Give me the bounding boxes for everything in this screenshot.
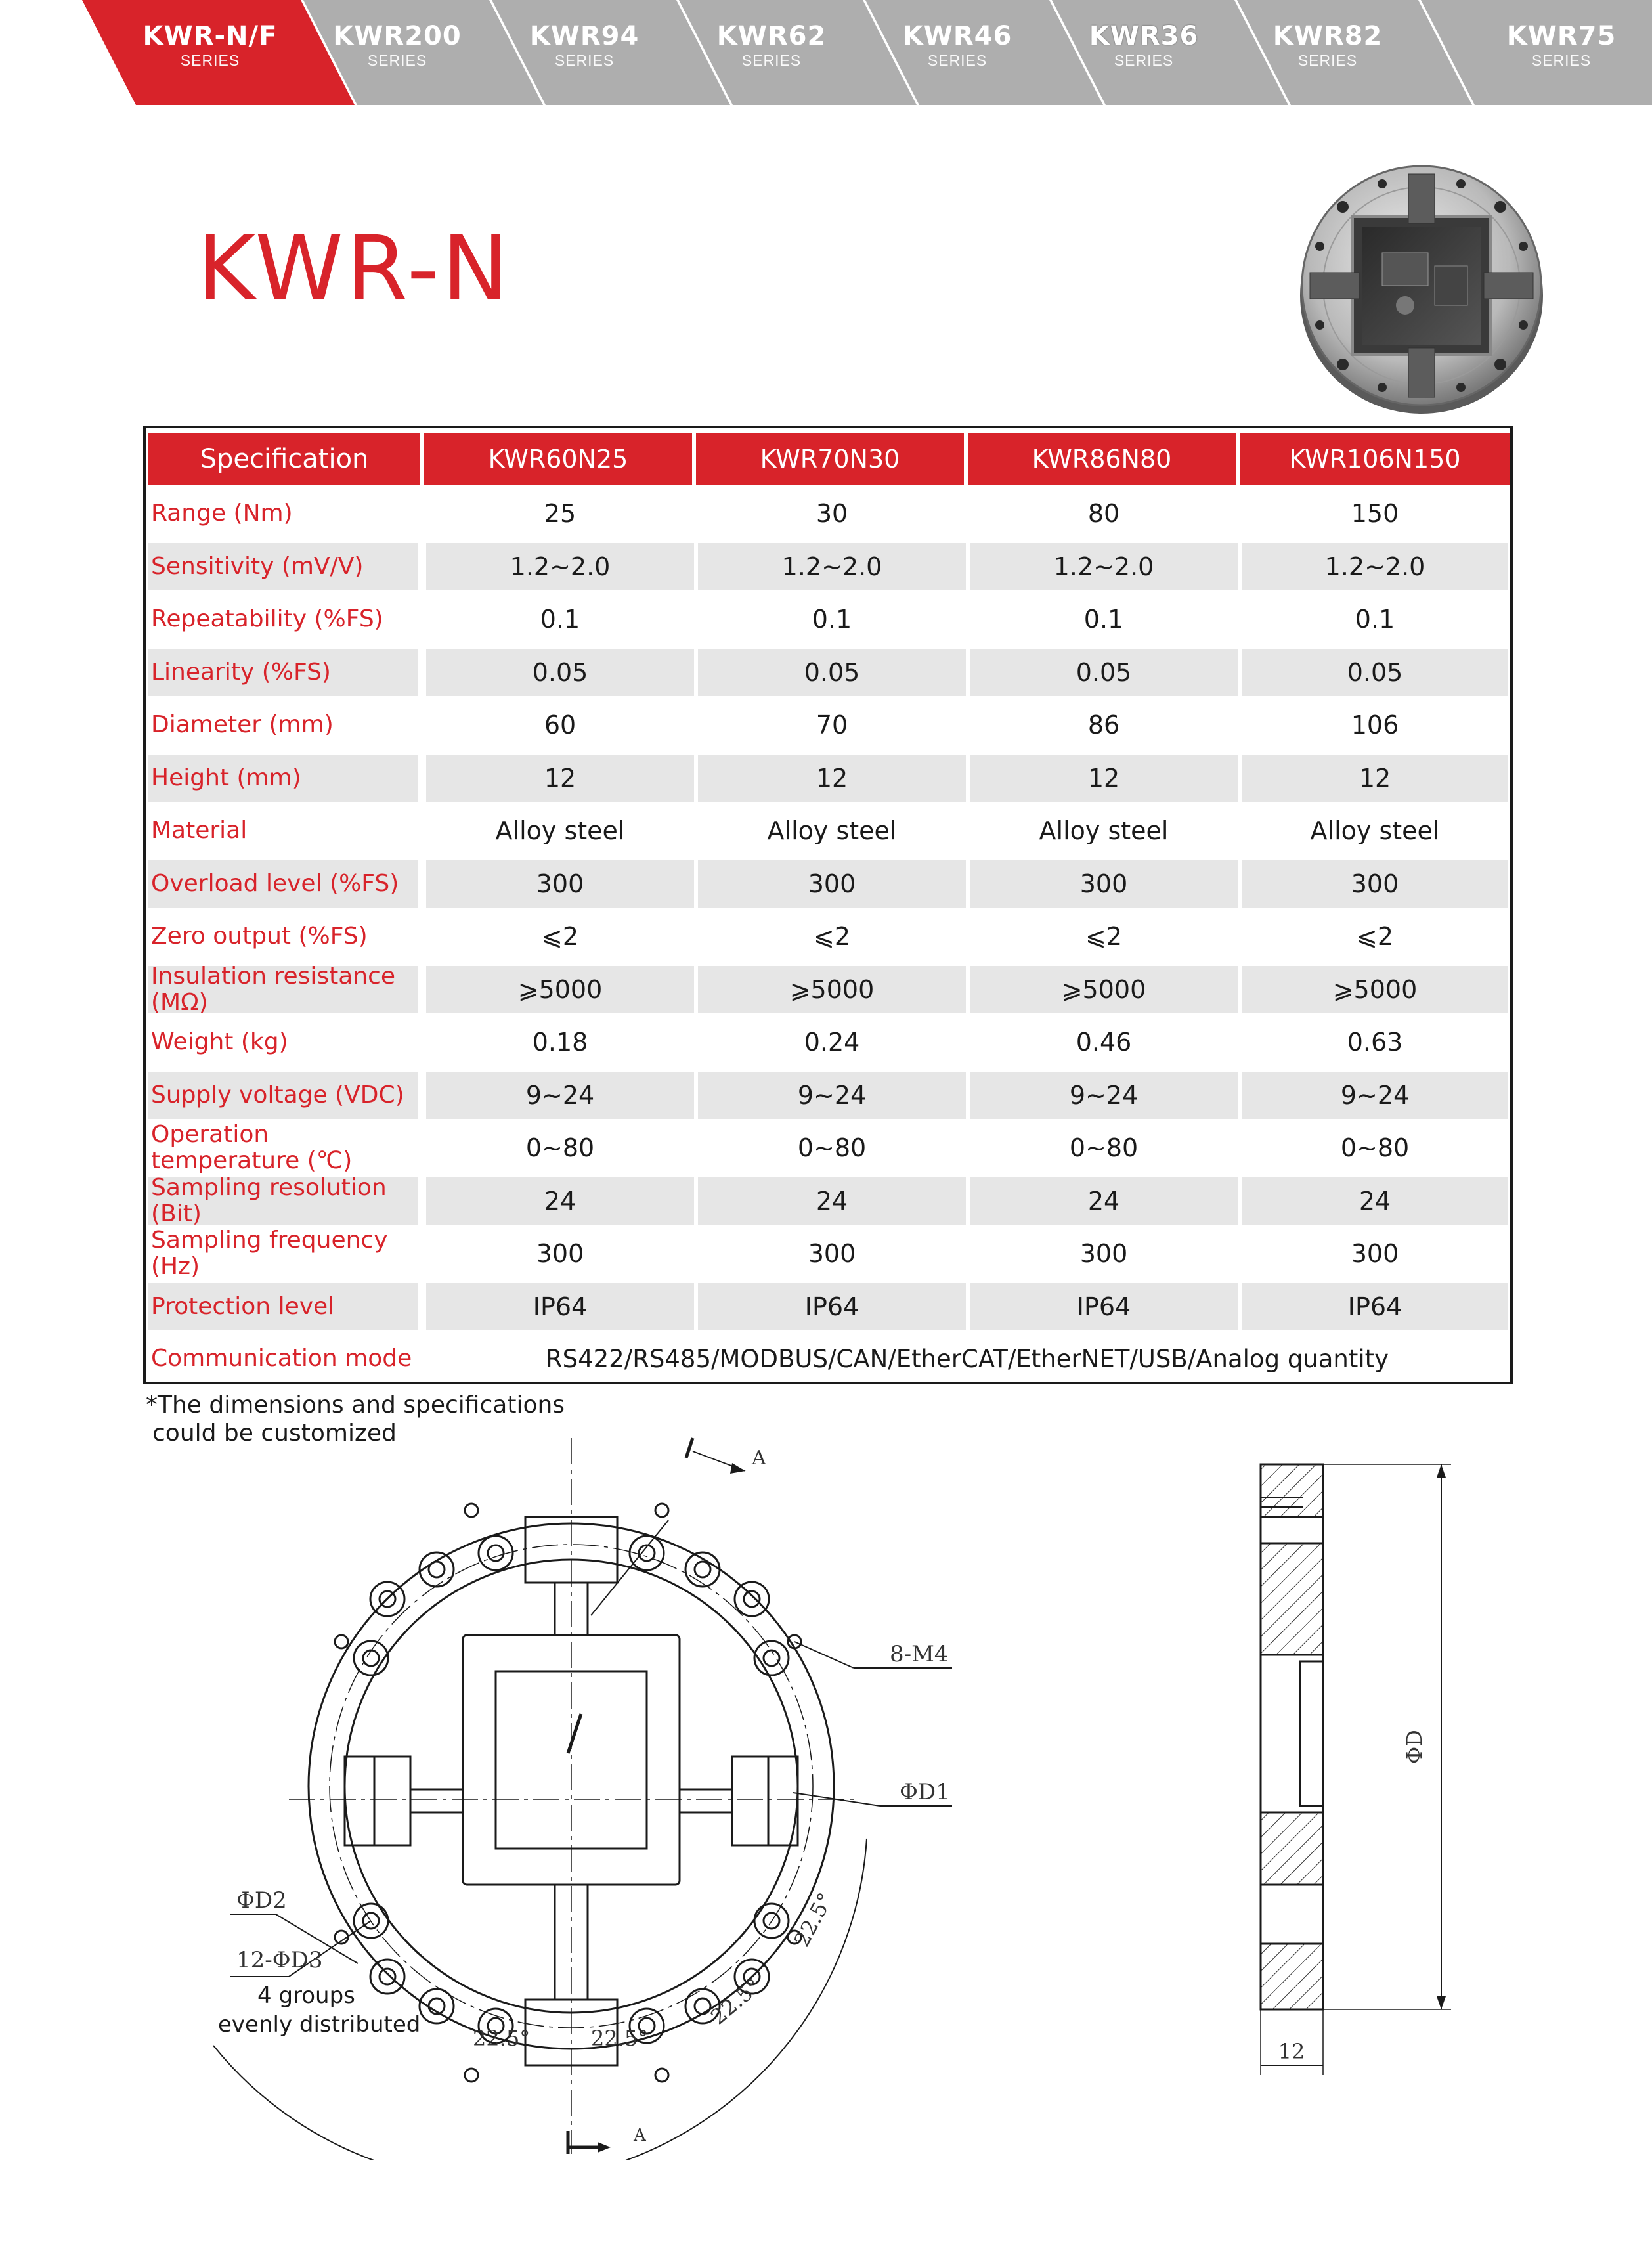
angle-label: 22.5° [789,1888,838,1951]
spec-value: 1.2~2.0 [970,543,1238,591]
spec-label: Overload level (%FS) [148,860,418,908]
spec-value: 12 [970,755,1238,802]
label-8-m4: 8-M4 [890,1641,949,1667]
tab-kwr82[interactable] [1242,21,1413,70]
header-specification: Specification [148,433,424,485]
spec-label: Sampling resolution (Bit) [148,1177,418,1225]
product-photo [1290,154,1553,417]
spec-label: Linearity (%FS) [148,649,418,697]
tab-name: KWR46 [902,21,1012,51]
spec-value: 70 [815,711,848,740]
spec-label: Insulation resistance (MΩ) [148,966,418,1014]
spec-value: 300 [426,860,694,908]
spec-value: 106 [1351,711,1399,740]
table-row [146,963,1510,1017]
table-row [146,752,1510,805]
spec-value: 0.24 [804,1028,860,1057]
spec-value: 0~80 [1340,1133,1410,1163]
table-row [146,646,1510,699]
table-row [146,540,1510,594]
table-row [146,1122,1510,1175]
tab-subtitle: SERIES [1297,52,1358,69]
tab-kwr200[interactable] [312,21,483,70]
spec-value: ⩽2 [541,922,579,952]
table-row [146,858,1510,911]
spec-value: IP64 [1242,1283,1508,1331]
spec-label: Supply voltage (VDC) [148,1072,418,1120]
spec-value: IP64 [426,1283,694,1331]
spec-label: Weight (kg) [151,1028,288,1056]
spec-value: ⩽2 [813,922,851,952]
spec-value: 1.2~2.0 [1242,543,1508,591]
tab-kwr62[interactable] [686,21,857,70]
spec-value: IP64 [698,1283,966,1331]
side-diameter-label: ΦD [1402,1730,1427,1764]
spec-label: Sensitivity (mV/V) [148,543,418,591]
table-row [146,910,1510,963]
tab-subtitle: SERIES [741,52,802,69]
spec-value: 0.18 [532,1028,588,1057]
front-view-drawing [197,1425,985,2160]
table-row [146,593,1510,646]
spec-value: 300 [698,860,966,908]
spec-value: 24 [426,1177,694,1225]
tab-name: KWR62 [716,21,827,51]
spec-value: 24 [970,1177,1238,1225]
spec-value: ⩾5000 [698,966,966,1014]
header-model: KWR106N150 [1240,433,1510,485]
spec-label: Protection level [148,1283,418,1331]
spec-value: IP64 [970,1283,1238,1331]
table-row [146,1069,1510,1122]
spec-value: 0~80 [1069,1133,1139,1163]
spec-value: ⩾5000 [426,966,694,1014]
spec-value: 0.1 [1355,605,1395,634]
side-view-drawing [1202,1445,1477,2101]
spec-value: 9~24 [1242,1072,1508,1120]
spec-value: 0.05 [426,649,694,697]
spec-label: Material [151,817,248,844]
spec-value: 9~24 [970,1072,1238,1120]
label-4-groups: 4 groups [257,1983,355,2009]
spec-value: 0.05 [698,649,966,697]
spec-value: 300 [808,1239,856,1269]
spec-value: 9~24 [426,1072,694,1120]
tab-name: KWR-N/F [142,21,278,51]
spec-value: 60 [544,711,576,740]
tab-name: KWR36 [1089,21,1199,51]
header-model: KWR70N30 [696,433,968,485]
spec-value: 150 [1351,499,1399,529]
spec-value: 0~80 [797,1133,867,1163]
spec-value: 86 [1087,711,1120,740]
spec-value: 0.1 [540,605,580,634]
spec-value: 300 [1351,1239,1399,1269]
spec-value: 25 [544,499,576,529]
tab-subtitle: SERIES [927,52,988,69]
tab-subtitle: SERIES [1114,52,1174,69]
table-header-row [146,433,1510,485]
spec-label: Diameter (mm) [151,711,334,739]
tab-name: KWR75 [1506,21,1617,51]
spec-label: Height (mm) [148,755,418,802]
angle-label: 22.5° [473,2026,531,2051]
spec-label: Operation temperature (℃) [151,1121,353,1175]
spec-value: ⩾5000 [1242,966,1508,1014]
tab-kwr46[interactable] [872,21,1043,70]
table-row [146,1016,1510,1069]
spec-value: 300 [970,860,1238,908]
spoke-right [732,1757,798,1845]
spec-value: 12 [426,755,694,802]
spec-value: ⩾5000 [970,966,1238,1014]
tab-subtitle: SERIES [180,52,240,69]
spec-value: ⩽2 [1085,922,1123,952]
angle-label: 22.5° [706,1973,766,2030]
spec-value: Alloy steel [495,816,625,846]
spec-value: 80 [1087,499,1120,529]
spec-value: 0.05 [1242,649,1508,697]
communication-value: RS422/RS485/MODBUS/CAN/EtherCAT/EtherNET/USB/Analog quantity [545,1344,1389,1373]
tab-kwr-n-f[interactable] [125,21,295,70]
label-12-d3: 12-ΦD3 [236,1947,323,1973]
spec-value: Alloy steel [1310,816,1440,846]
table-row [146,487,1510,540]
spec-value: 12 [1242,755,1508,802]
spec-value: 1.2~2.0 [698,543,966,591]
spec-value: 0.1 [1083,605,1124,634]
header-model: KWR60N25 [424,433,696,485]
spec-value: 0.05 [970,649,1238,697]
spec-label: Communication mode [151,1345,412,1372]
spec-value: 24 [1242,1177,1508,1225]
table-row [146,1175,1510,1228]
spec-value: 0.1 [812,605,852,634]
tab-subtitle: SERIES [554,52,615,69]
spec-value: 300 [1079,1239,1128,1269]
table-row-communication [146,1333,1510,1384]
tab-kwr94[interactable] [499,21,670,70]
label-d1: ΦD1 [900,1779,950,1805]
table-row [146,1281,1510,1334]
side-height-label: 12 [1278,2039,1305,2064]
page-title: KWR-N [197,217,511,321]
tab-subtitle: SERIES [1531,52,1592,69]
note-line: could be customized [152,1420,397,1447]
header-model: KWR86N80 [968,433,1240,485]
series-tab-bar [0,0,1652,105]
spec-value: Alloy steel [1039,816,1169,846]
tab-subtitle: SERIES [367,52,427,69]
table-row [146,804,1510,858]
tab-name: KWR94 [529,21,640,51]
spec-value: 1.2~2.0 [426,543,694,591]
table-row [146,699,1510,752]
tab-kwr36[interactable] [1058,21,1229,70]
spec-value: 30 [815,499,848,529]
spec-label: Repeatability (%FS) [151,605,383,633]
spec-value: 0~80 [525,1133,595,1163]
angle-label: 22.5° [591,2026,649,2051]
spec-value: Alloy steel [767,816,897,846]
spec-value: 12 [698,755,966,802]
note-line: *The dimensions and specifications [146,1391,565,1418]
spec-value: 300 [536,1239,584,1269]
spoke-left [345,1757,410,1845]
tab-name: KWR82 [1272,21,1383,51]
spec-value: 0.46 [1076,1028,1132,1057]
label-d2: ΦD2 [236,1887,287,1914]
spec-value: 300 [1242,860,1508,908]
label-evenly-distributed: evenly distributed [218,2011,421,2038]
spec-label: Zero output (%FS) [151,923,368,950]
section-label-top: A [752,1447,766,1470]
spec-label: Range (Nm) [151,500,293,527]
spec-value: 9~24 [698,1072,966,1120]
spec-value: ⩽2 [1356,922,1394,952]
spec-value: 24 [698,1177,966,1225]
tab-kwr75[interactable] [1476,21,1647,70]
spec-label: Sampling frequency (Hz) [151,1227,388,1281]
spec-value: 0.63 [1347,1028,1403,1057]
section-label-bottom: A [634,2126,646,2145]
tab-name: KWR200 [333,21,462,51]
table-row [146,1227,1510,1281]
spec-table [143,426,1513,1384]
